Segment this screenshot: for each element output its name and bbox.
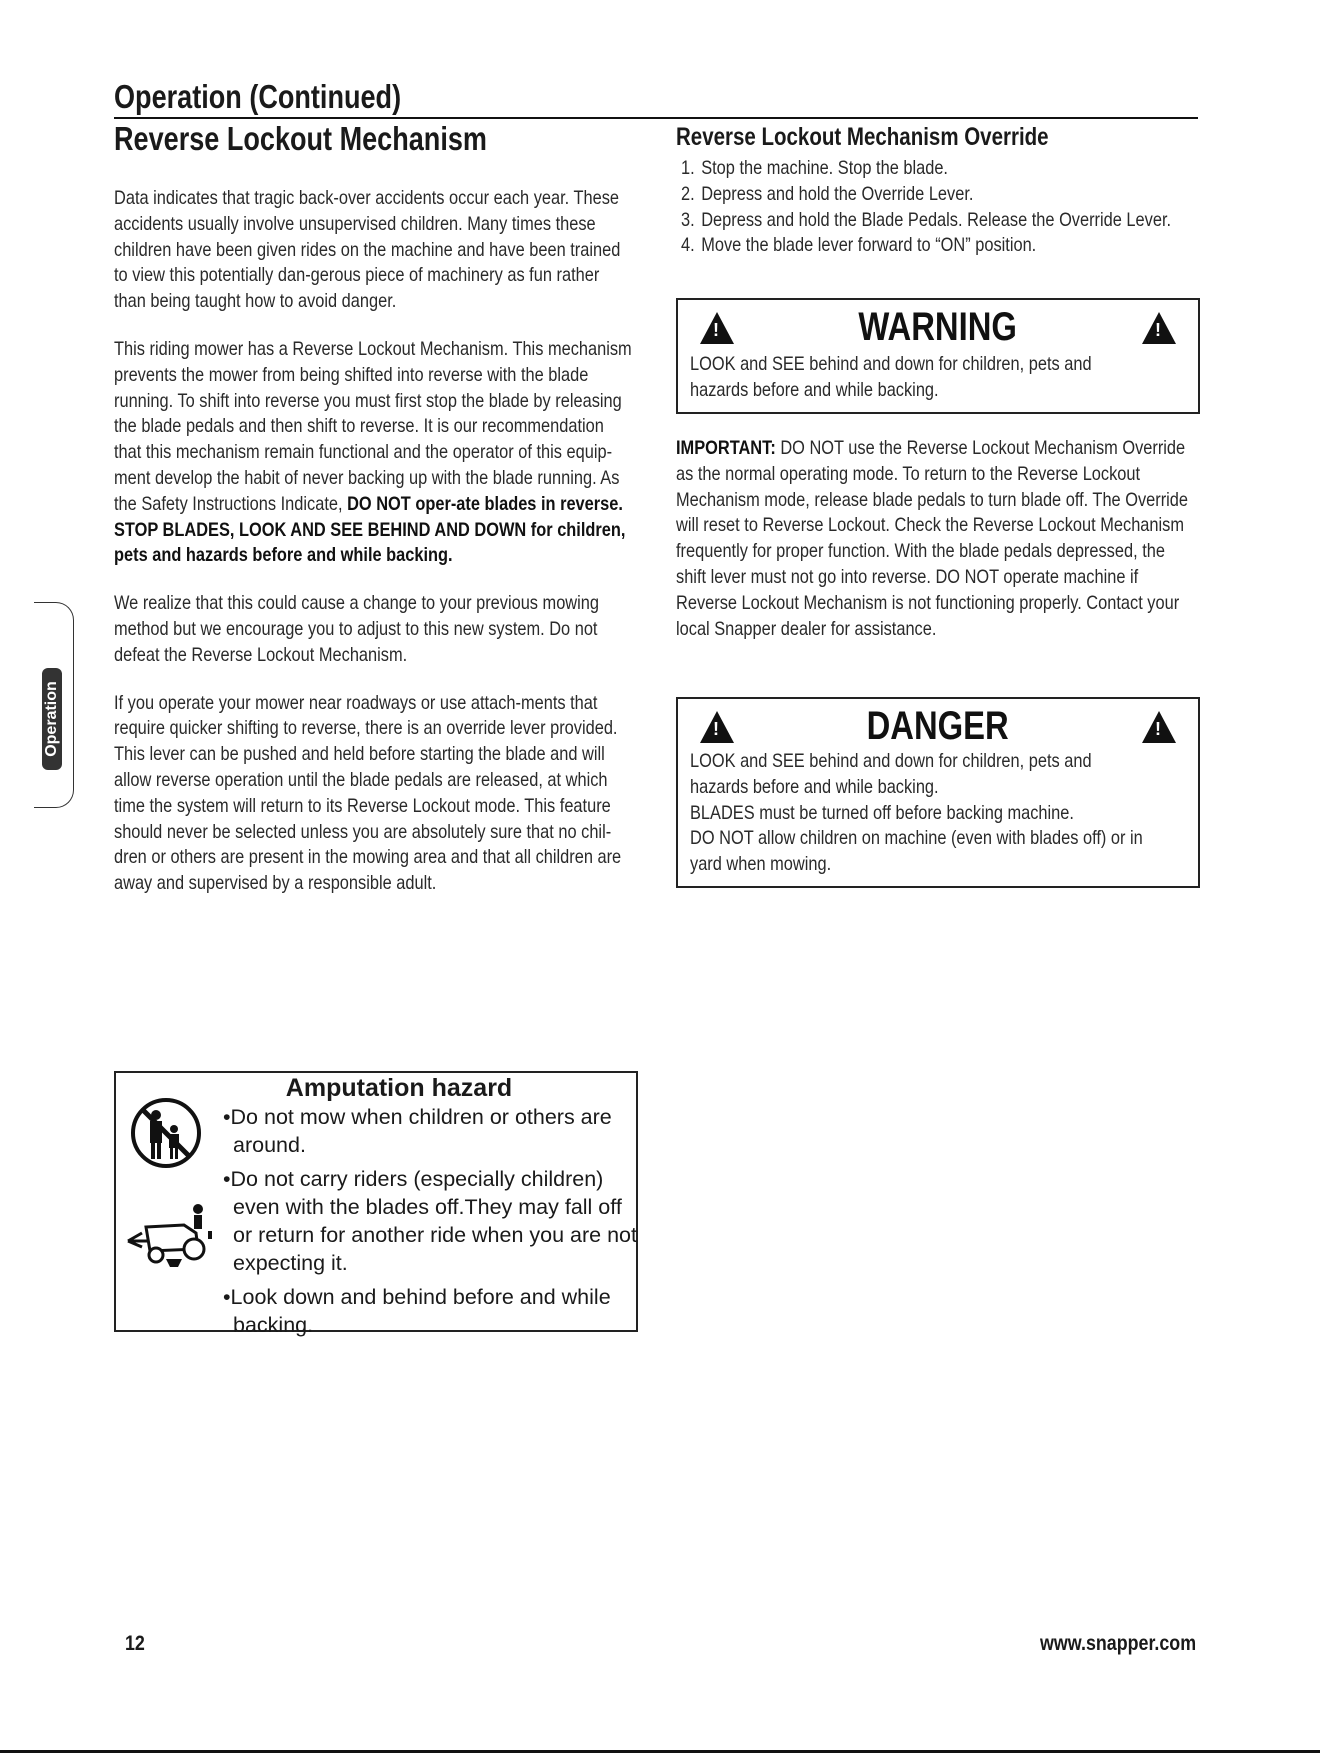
footer-url: www.snapper.com: [1040, 1632, 1197, 1655]
danger-line: BLADES must be turned off before backing machine.: [690, 801, 1074, 824]
no-children-icon: [130, 1095, 202, 1171]
right-column: [676, 122, 1200, 259]
mechanism-text: This riding mower has a Reverse Lockout Mechanism. This mechanism prevents the mower from being shifted into reverse with the blade running. To shift into reverse you must first stop the blade by releasing the blade pedals and then shift to reverse. It is our recommendation that this mechanism remain functional and the operator of this equip-ment develop the habit of never backing up with the blade running. As the Safety Instructions Indicate,: [114, 337, 632, 515]
important-text: DO NOT use the Reverse Lockout Mechanism Override as the normal operating mode. To return to the Reverse Lockout Mechanism mode, release blade pedals to turn blade off. The Override will reset to Reverse Lockout. Check the Reverse Lockout Mechanism frequently for proper function. With the blade pedals depressed, the shift lever must not go into reverse. DO NOT operate machine if Reverse Lockout Mechanism is not functioning properly. Contact your local Snapper dealer for assistance.: [676, 437, 1189, 640]
list-item: •Do not carry riders (especially children) even with the blades off.They may fall off or return for another ride when you are not expecting it.: [223, 1167, 637, 1275]
warning-title: WARNING: [858, 305, 1018, 349]
bottom-rule: [0, 1750, 1320, 1753]
paragraph-adjust: We realize that this could cause a change to your previous mowing method but we encourage you to adjust to this new system. Do not defeat the Reverse Lockout Mechanism.: [114, 592, 599, 666]
side-tab-label: Operation: [43, 681, 60, 757]
amputation-hazard-box: [114, 1071, 638, 1337]
list-item: 2. Depress and hold the Override Lever.: [681, 182, 974, 205]
danger-title: DANGER: [866, 704, 1010, 748]
important-paragraph: [676, 436, 1197, 642]
danger-triangle-icon: [1142, 711, 1176, 743]
danger-line: LOOK and SEE behind and down for children, pets and hazards before and while backing.: [690, 750, 1092, 798]
override-title: Reverse Lockout Mechanism Override: [676, 123, 1049, 151]
warning-text: LOOK and SEE behind and down for children, pets and hazards before and while backing.: [690, 353, 1092, 401]
paragraph-intro: Data indicates that tragic back-over accidents occur each year. These accidents usually involve unsupervised children. Many times these children have been given rides on the machine and have been trained to view this potentially dan-gerous piece of machinery as fun rather than being taught how to avoid danger.: [114, 187, 621, 313]
warning-triangle-icon: [1142, 312, 1176, 344]
list-item: 4. Move the blade lever forward to “ON” position.: [681, 234, 1037, 257]
list-item: 3. Depress and hold the Blade Pedals. Release the Override Lever.: [681, 208, 1172, 231]
section-title: Reverse Lockout Mechanism: [114, 120, 487, 157]
continued-title: Operation (Continued): [114, 78, 402, 115]
danger-box: [676, 697, 1200, 888]
list-item: 1. Stop the machine. Stop the blade.: [681, 157, 948, 179]
override-steps: [676, 156, 1200, 259]
amputation-title: Amputation hazard: [285, 1074, 513, 1102]
mechanism-bold-text: DO NOT oper-ate blades in reverse. STOP BLADES, LOOK AND SEE BEHIND AND DOWN for children, pets and hazards before and while backing.: [114, 492, 626, 567]
page-number: 12: [125, 1632, 145, 1655]
warning-box: [676, 298, 1200, 414]
header-rule: [114, 117, 1198, 119]
important-label: IMPORTANT:: [676, 437, 776, 459]
left-column: [114, 186, 634, 919]
danger-line: DO NOT allow children on machine (even with blades off) or in yard when mowing.: [690, 827, 1143, 876]
list-item: •Do not mow when children or others are around.: [223, 1105, 612, 1157]
danger-text: [690, 749, 1144, 878]
riding-mower-icon: [126, 1201, 214, 1273]
amputation-list: [223, 1103, 643, 1345]
paragraph-override: If you operate your mower near roadways or use attach-ments that require quicker shifting to reverse, there is an override lever provided. This lever can be pushed and held before starting the blade and will allow reverse operation until the blade pedals are released, at which time the system will return to its Reverse Lockout mode. This feature should never be selected unless you are absolutely sure that no chil-dren or others are present in the mowing area and that all children are away and supervised by a responsible adult.: [114, 691, 622, 895]
paragraph-mechanism: [114, 337, 634, 569]
list-item: •Look down and behind before and while backing.: [223, 1285, 611, 1337]
